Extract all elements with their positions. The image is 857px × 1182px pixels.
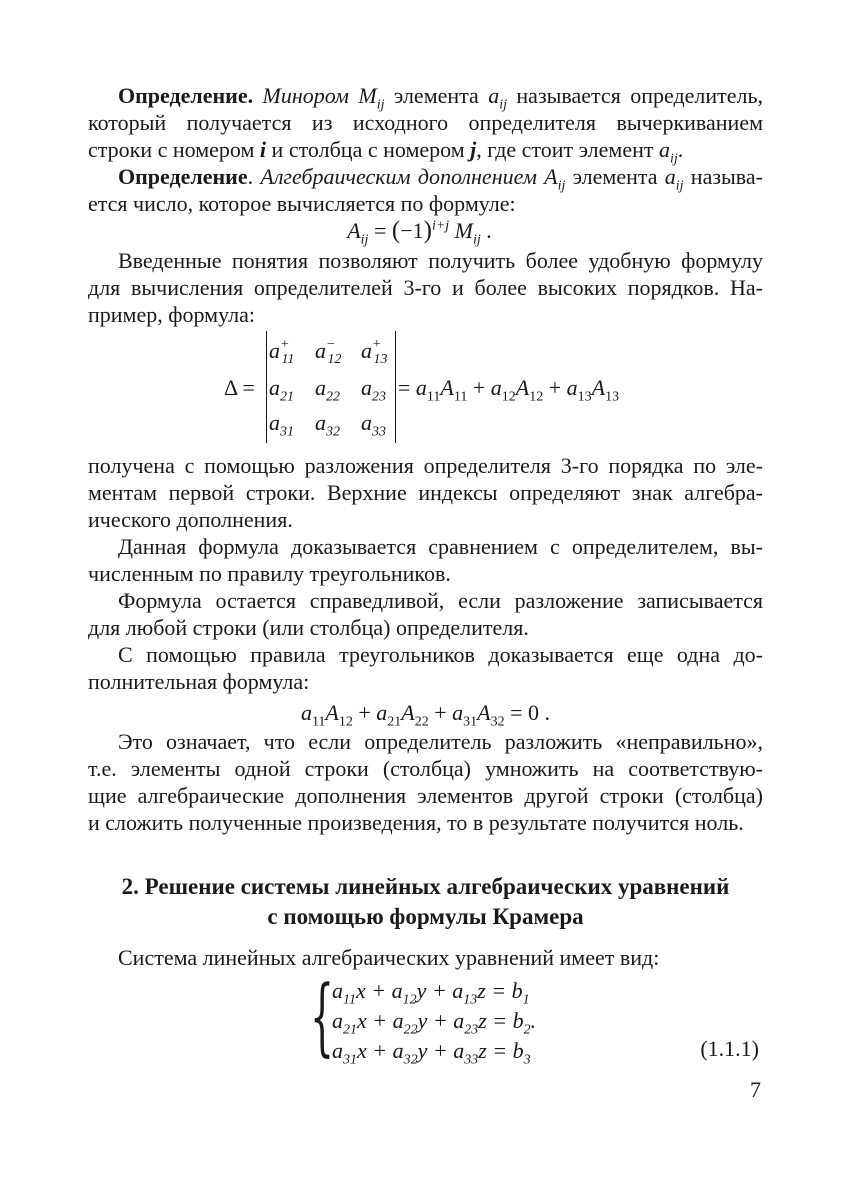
definition-minor-line3: строки с номером i и столбца с номером j, где стоит элемент $a_{ij}$. <box>88 137 684 167</box>
para-expansion-line1: получена с помощью разложения определителя 3-го порядка по эле- <box>88 453 763 478</box>
cofactor-formula: $A_{ij} = (-1)^{i+j}$ $M_{ij}$ . <box>347 217 492 248</box>
extra-formula: $a_{11}A_{12} + a_{21}A_{22} + a_{31}A_{32} = 0$ . <box>300 700 551 730</box>
para-intro-line3: пример, формула: <box>88 302 255 327</box>
definition-minor-line2: который получается из исходного определителя вычеркиванием <box>88 110 763 135</box>
page-body <box>88 82 763 1073</box>
para-expansion-line2: ментам первой строки. Верхние индексы определяют знак алгебра- <box>88 480 763 505</box>
equation-number: (1.1.1) <box>700 1036 759 1061</box>
para-valid-line2: для любой строки (или столбца) определителя. <box>88 615 529 640</box>
para-proof-line2: численным по правилу треугольников. <box>88 561 451 586</box>
para-meaning-line1: Это означает, что если определитель разложить «неправильно», <box>118 729 763 754</box>
system-row-1: $a_{11}x + a_{12}y + a_{13}z = b_1$ <box>332 978 530 1008</box>
para-system-intro: Система линейных алгебраических уравнений имеет вид: <box>118 945 660 970</box>
para-meaning-line4: и сложить полученные произведения, то в результате получится ноль. <box>88 810 744 835</box>
expansion-rhs: = $a_{11}A_{11} + a_{12}A_{12} + a_{13}A_{13}$ <box>398 375 620 405</box>
para-meaning-line3: щие алгебраические дополнения элементов другой строки (столбца) <box>88 783 763 808</box>
para-meaning-line2: т.е. элементы одной строки (столбца) умножить на соответствую- <box>88 756 763 781</box>
linear-system <box>88 967 763 1073</box>
curly-brace: { <box>310 967 335 1065</box>
para-valid-line1: Формула остается справедливой, если разложение записывается <box>118 588 763 613</box>
section-heading: 2. Решение системы линейных алгебраических уравнений с помощью формулы Крамера <box>121 874 730 929</box>
determinant-matrix: $a^+_{11}$ $a^-_{12}$ $a^+_{13}$ $a_{21}$ $a_{22}$ $a_{23}$ $a_{31}$ $a_{32}$ $a_{33}$ <box>266 331 396 443</box>
definition-minor-line1: Определение. Минором $M_{ij}$ элемента $a_{ij}$ называется определитель, <box>118 83 764 113</box>
para-intro-line2: для вычисления определителей 3-го и более высоких порядков. На- <box>88 275 763 300</box>
para-intro-line1: Введенные понятия позволяют получить более удобную формулу <box>118 248 763 273</box>
para-proof-line1: Данная формула доказывается сравнением с определителем, вы- <box>118 534 763 559</box>
para-extra-line2: полнительная формула: <box>88 669 310 694</box>
page-number: 7 <box>750 1077 761 1102</box>
para-extra-line1: С помощью правила треугольников доказывается еще одна до- <box>118 642 763 667</box>
definition-cofactor-line1: Определение. Алгебраическим дополнением $A_{ij}$ элемента $a_{ij}$ называ- <box>118 164 763 194</box>
system-row-2: $a_{21}x + a_{22}y + a_{23}z = b_2$. <box>332 1008 537 1038</box>
para-expansion-line3: ического дополнения. <box>88 507 293 532</box>
system-row-3: $a_{31}x + a_{32}y + a_{33}z = b_3$ <box>332 1038 531 1068</box>
definition-cofactor-line2: ется число, которое вычисляется по формуле: <box>88 191 516 216</box>
determinant-expansion <box>88 331 763 449</box>
delta-symbol: Δ = <box>224 375 255 400</box>
